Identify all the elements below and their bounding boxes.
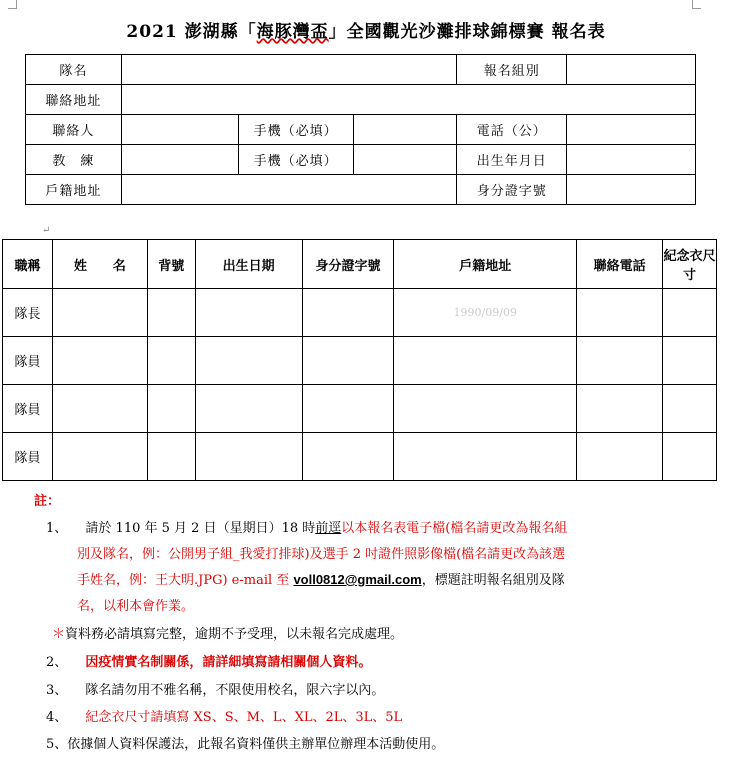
phone-cell[interactable]: [577, 289, 663, 337]
page-corner-mark: [692, 0, 701, 9]
table-row: [3, 337, 717, 385]
coach-label: 教 練: [26, 145, 122, 175]
contact-label: 聯絡人: [26, 115, 122, 145]
phone-cell[interactable]: [577, 337, 663, 385]
header-name: 姓 名: [52, 240, 147, 289]
name-cell[interactable]: [52, 289, 147, 337]
phone-label: 電話（公）: [457, 115, 567, 145]
note-4: 4、 紀念衣尺寸請填寫 XS、S、M、L、XL、2L、3L、5L: [46, 710, 403, 725]
coach-field[interactable]: [121, 145, 238, 175]
number-cell[interactable]: [147, 385, 195, 433]
role-cell: 隊員: [3, 433, 53, 481]
table-row: [3, 433, 717, 481]
size-cell[interactable]: [663, 289, 717, 337]
residence-label: 戶籍地址: [26, 175, 122, 205]
paragraph-mark-icon: ↵: [42, 225, 51, 236]
birth-field[interactable]: [567, 145, 696, 175]
coach-mobile-label: 手機（必填）: [238, 145, 353, 175]
size-cell[interactable]: [663, 337, 717, 385]
note-1-line-4: 名，以利本會作業。: [77, 599, 195, 614]
note-1-line-2: 別及隊名，例：公開男子組_我愛打排球)及選手 2 吋證件照影像檔(檔名請更改為該選: [77, 547, 566, 562]
address-field[interactable]: [121, 85, 695, 115]
role-cell: 隊長: [3, 289, 53, 337]
role-cell: 隊員: [3, 385, 53, 433]
birth-cell[interactable]: [195, 337, 302, 385]
name-cell[interactable]: [52, 385, 147, 433]
id-field[interactable]: [567, 175, 696, 205]
header-number: 背號: [147, 240, 195, 289]
number-cell[interactable]: [147, 433, 195, 481]
mobile-field[interactable]: [353, 115, 457, 145]
birth-cell[interactable]: [195, 289, 302, 337]
residence-cell[interactable]: [394, 385, 577, 433]
phone-cell[interactable]: [577, 433, 663, 481]
note-warning: ＊資料務必請填寫完整，逾期不予受理，以未報名完成處理。: [52, 627, 404, 642]
birth-cell[interactable]: [195, 385, 302, 433]
division-label: 報名組別: [457, 55, 567, 85]
header-birthdate: 出生日期: [195, 240, 302, 289]
team-name-field[interactable]: [121, 55, 456, 85]
number-cell[interactable]: [147, 337, 195, 385]
birth-cell[interactable]: [195, 433, 302, 481]
residence-cell[interactable]: 1990/09/09: [394, 289, 577, 337]
birth-label: 出生年月日: [457, 145, 567, 175]
note-1-line-1: 1、 請於 110 年 5 月 2 日（星期日）18 時前逕以本報名表電子檔(檔名請更改為報名組: [46, 521, 568, 536]
notes-heading: 註：: [34, 494, 61, 509]
table-row: [3, 385, 717, 433]
name-cell[interactable]: [52, 433, 147, 481]
coach-mobile-field[interactable]: [353, 145, 457, 175]
number-cell[interactable]: [147, 289, 195, 337]
residence-field[interactable]: [121, 175, 456, 205]
id-cell[interactable]: [302, 289, 394, 337]
note-5: 5、依據個人資料保護法，此報名資料僅供主辦單位辦理本活動使用。: [46, 737, 445, 752]
header-shirt-size: 紀念衣尺寸: [663, 240, 717, 289]
form-title: 2021 澎湖縣「海豚灣盃」全國觀光沙灘排球錦標賽 報名表: [126, 22, 606, 42]
address-label: 聯絡地址: [26, 85, 122, 115]
division-field[interactable]: [567, 55, 696, 85]
note-1-line-3: 手姓名，例：王大明.JPG) e-mail 至 voll0812@gmail.com，標題註明報名組別及隊: [77, 572, 565, 588]
team-name-label: 隊名: [26, 55, 122, 85]
header-id: 身分證字號: [302, 240, 394, 289]
size-cell[interactable]: [663, 433, 717, 481]
roster-table: [2, 239, 717, 481]
header-title: 職稱: [3, 240, 53, 289]
residence-cell[interactable]: [394, 337, 577, 385]
size-cell[interactable]: [663, 385, 717, 433]
page-corner-mark: [8, 0, 17, 9]
residence-cell[interactable]: [394, 433, 577, 481]
name-cell[interactable]: [52, 337, 147, 385]
phone-field[interactable]: [567, 115, 696, 145]
id-cell[interactable]: [302, 385, 394, 433]
mobile-label: 手機（必填）: [238, 115, 353, 145]
id-cell[interactable]: [302, 433, 394, 481]
table-row: [3, 289, 717, 337]
id-label: 身分證字號: [457, 175, 567, 205]
role-cell: 隊員: [3, 337, 53, 385]
header-phone: 聯絡電話: [577, 240, 663, 289]
note-3: 3、 隊名請勿用不雅名稱，不限使用校名，限六字以內。: [46, 683, 385, 698]
phone-cell[interactable]: [577, 385, 663, 433]
id-cell[interactable]: [302, 337, 394, 385]
header-residence: 戶籍地址: [394, 240, 577, 289]
team-info-table: [25, 54, 696, 205]
email-link[interactable]: voll0812@gmail.com: [293, 572, 422, 587]
contact-field[interactable]: [121, 115, 238, 145]
note-2: 2、 因疫情實名制關係，請詳細填寫請相關個人資料。: [46, 655, 372, 670]
